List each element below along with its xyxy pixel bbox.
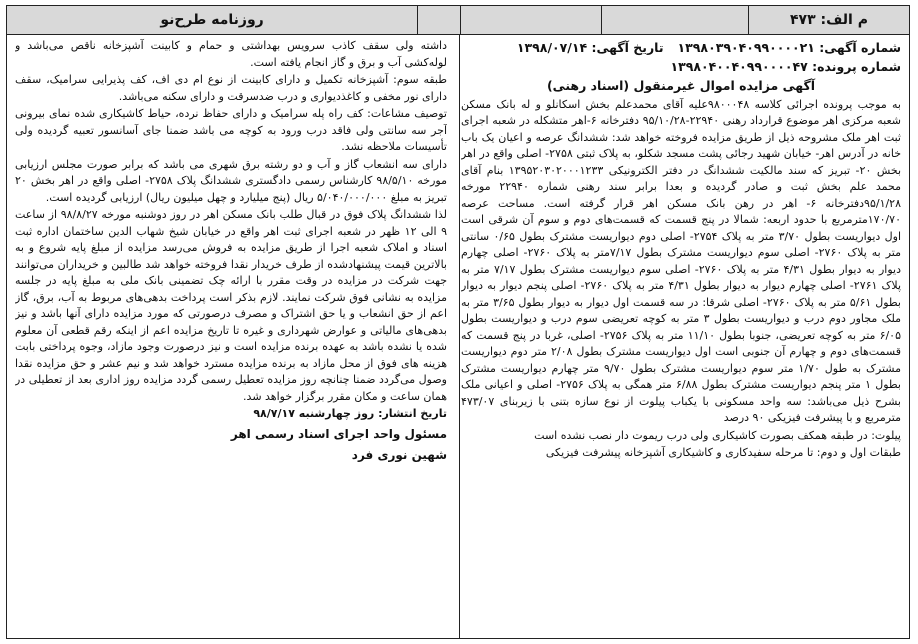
right-paragraph-2: پیلوت: در طبقه همکف بصورت کاشیکاری ولی درب ریموت دار نصب نشده است [534,428,901,442]
signature-title: مسئول واحد اجرای اسناد رسمی اهر [230,426,447,441]
ad-date-label: تاریخ آگهی: [591,40,664,55]
ad-number-label: شماره آگهی: [819,40,901,55]
publish-date: تاریخ انتشار: روز چهارشنبه ۹۸/۷/۱۷ [253,407,447,420]
file-number-value: ۱۳۹۸۰۴۰۰۴۰۹۹۰۰۰۰۴۷ [670,59,808,74]
left-column [15,38,447,632]
newspaper-name: روزنامه طرح‌نو [160,12,264,28]
ad-number-value: ۱۳۹۸۰۳۹۰۴۰۹۹۰۰۰۰۲۱ [677,40,815,55]
right-column [461,38,901,632]
right-paragraph-3: طبقات اول و دوم: تا مرحله سفیدکاری و کاشیکاری آشپزخانه پیشرفت فیزیکی [545,446,901,459]
signature-name: شهین نوری فرد [351,447,447,462]
header-bar [7,6,909,35]
left-paragraph-2: طبقه سوم: آشپزخانه تکمیل و دارای کابینت از نوع ام دی اف، کف پذیرایی سرامیک، سقف دارای نور مخفی و کاغذدیواری و درب ضدسرقت و دارای سکنه می‌باشد. [15,73,447,103]
header-spacer-2 [460,6,601,34]
left-paragraph-5: لذا ششدانگ پلاک فوق در قبال طلب بانک مسکن اهر در روز دوشنبه مورخه ۹۸/۸/۲۷ از ساعت ۹ الی ۱۲ ظهر در شعبه اجرای ثبت اهر واقع در خیابان شیخ شهاب الدین ساختمان اداره ثبت اسناد و املاک شعبه اجرا از طریق مزایده به فروش می‌رسد مزایده از مبلغ پایه شروع و به بالاترین قیمت پیشنهادشده از طرف خریدار نقدا فروخته خواهد شد طالبین و خریداران می‌توانند جهت شرکت در مزایده در وقت مقرر با ارائه چک تضمینی بانک ملی به مبلغ پایه در جلسه مزایده به نشانی فوق شرکت نمایند. لازم بذکر است پرداخت بدهی‌های مربوط به آب، برق، گاز اعم از حق انشعاب و یا حق اشتراک و مصرف درصورتی که مورد مزایده دارای آنها باشد و نیز بدهی‌های مالیاتی و عوارض شهرداری و غیره تا تاریخ مزایده اعم از اینکه رقم قطعی آن معلوم شده یا نشده باشد به عهده برنده مزایده است و نیز درصورت وجود مازاد، وجوه پرداختی بابت هزینه های فوق از محل مازاد به برنده مزایده مسترد خواهد شد و نیم عشر و حق مزایده نقدا وصول می‌گردد ضمنا چنانچه روز مزایده تعطیل رسمی گردد مزایده روز اداری بعد از تعطیلی در همان ساعت و مکان مقرر برگزار خواهد شد. [15,208,447,403]
ad-number-row [461,38,901,57]
header-spacer-3 [417,6,460,34]
right-paragraph-1: به موجب پرونده اجرائی کلاسه ۹۸۰۰۰۴۸علیه آقای محمدعلم بخش اسکانلو و له بانک مسکن شعبه مرکزی اهر موضوع قرارداد رهنی ۲۲۹۴۰-۹۵/۱۰/۲۸ دفترخانه ۶-اهر متشکله در شعبه اجرای ثبت اهر ملک مشروحه ذیل از طریق مزایده فروخته خواهد شد: ششدانگ عرصه و اعیان یک باب خانه در آدرس اهر- خیابان شهید رجائی پشت مسجد شکلو، به پلاک ثبتی ۲۷۵۸- اصلی واقع در اهر بخش ۲۰- تبریز که سند مالکیت ششدانگ در دفتر الکترونیکی ۱۳۹۵۲۰۳۰۲۰۰۰۱۲۳۳ بنام آقای محمد علم بخش ثبت و صادر گردیده و بعدا برابر سند رهنی شماره ۲۲۹۴۰ مورخه ۹۵/۱/۲۸دفترخانه ۶- اهر در رهن بانک مسکن اهر قرار گرفته است. مساحت عرصه ۱۷۰/۷۰مترمربع با حدود اربعه: شمالا در پنج قسمت که قسمت‌های دوم و سوم آن شرقی است اول دیواریست بطول ۳/۷۰ متر به پلاک ۲۷۵۴- اصلی دوم دیواریست مشترک بطول ۰/۶۵ سانتی متر به پلاک ۲۷۶۰- اصلی سوم دیواریست مشترک بطول ۷/۱۷متر به پلاک ۲۷۶۰- اصلی چهارم دیوار به دیوار بطول ۴/۳۱ متر به پلاک ۲۷۶۰- اصلی سوم دیواریست مشترک بطول ۷/۱۷ متر به پلاک ۲۷۶۱- اصلی چهارم دیوار به دیوار بطول ۴/۳۱ متر به پلاک ۲۷۶۰- اصلی پنجم دیوار به دیوار بطول ۵/۶۱ متر به پلاک ۲۷۶۰- اصلی شرقا: در سه قسمت اول دیوار به دیوار بطول ۳/۶۵ متر به ملک مجاور دوم درب و دیواریست بطول ۳ متر به کوچه تعریضی سوم درب و دیواریست بطول ۶/۰۵ متر به کوچه تعریضی، جنوبا بطول ۱۱/۱۰ متر به پلاک ۲۷۵۶- اصلی، غربا در پنج قسمت که قسمت‌های دوم و چهارم آن جنوبی است اول دیواریست مشترک بطول ۲/۰۸ متر دوم دیواریست مشترک به طول ۱/۷۰ متر سوم دیواریست مشترک بطول ۹/۷۰ متر چهارم دیواریست مشترک بطول ۱ متر پنجم دیواریست مشترک بطول ۶/۸۸ متر همگی به پلاک ۲۷۵۶- اصلی و اعیانی ملک بشرح ذیل می‌باشد: سه واحد مسکونی با یکباب پیلوت از نوع سازه بتنی با زیربنای ۴۷۳/۰۷ مترمربع و با پیشرفت فیزیکی ۹۰ درصد [461,97,901,424]
left-paragraph-4: دارای سه انشعاب گاز و آب و دو رشته برق شهری می باشد که برابر صورت مجلس ارزیابی مورخه ۹۸/۵/۱۰ کارشناس رسمی دادگستری ششدانگ پلاک ۲۷۵۸- اصلی واقع در اهر بخش ۲۰ تبریز به مبلغ ۵/۰۴۰/۰۰۰/۰۰۰ ریال (پنج میلیارد و چهل میلیون ریال) ارزیابی گردیده است. [15,157,447,204]
ad-date-value: ۱۳۹۸/۰۷/۱۴ [516,40,588,55]
left-paragraph-3: توصیف مشاعات: کف راه پله سرامیک و دارای حفاظ نرده، حیاط کاشیکاری شده نمای بیرونی آجر سه سانتی ولی فاقد درب ورود به کوچه می باشد ضمنا جای آسانسور تعبیه گردیده ولی تأسیسات ملاحظه نشد. [15,107,447,153]
left-paragraph-1: داشته ولی سقف کاذب سرویس بهداشتی و حمام و کابینت آشپزخانه ناقص می‌باشد و لوله‌کشی آب و برق و گاز انجام یافته است. [15,39,447,69]
notice-title: آگهی مزایده اموال غیرمنقول (اسناد رهنی) [546,78,816,93]
notice-page [6,5,910,639]
file-number-row [461,57,901,76]
column-divider [459,34,460,638]
file-number-label: شماره پرونده: [812,59,901,74]
ad-code: م الف: ۴۷۳ [748,6,909,34]
header-spacer-1 [601,6,748,34]
